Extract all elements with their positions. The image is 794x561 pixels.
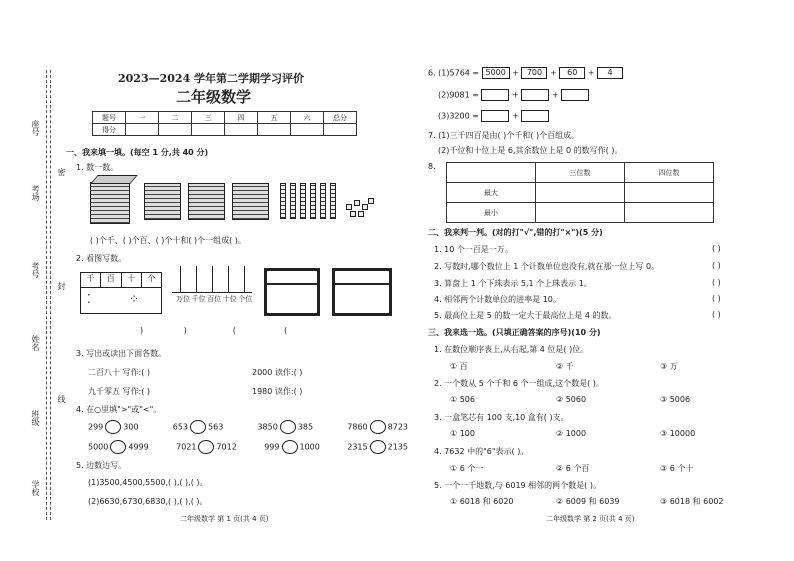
counter-abacus (172, 266, 252, 312)
q3-item[interactable]: 2000 读作:( ) (252, 368, 303, 377)
q7-line-1[interactable]: 7. (1)三千四百是由( )个千和( )个百组成。 (428, 131, 580, 140)
side-label-name: 姓名 (31, 335, 40, 351)
compare-left: 3850 (257, 422, 278, 432)
abacus-label: 十位 (222, 295, 237, 303)
score-input[interactable] (192, 124, 225, 136)
flat-100 (188, 183, 225, 220)
score-cell: 总分 (324, 112, 357, 124)
side-label-school: 学校 (31, 480, 40, 496)
choose-question[interactable]: 3. 一盒笔芯有 100 支,10 盒有( )支。 (434, 413, 569, 422)
judge-item: 5. 最高位上是 5 的数一定大于最高位上是 4 的数。 (434, 311, 617, 320)
q4-row-1 (88, 420, 408, 434)
choose-option: ② 5060 (556, 395, 587, 404)
rod-10 (280, 183, 286, 219)
choose-option: ① 6018 和 6020 (450, 497, 514, 506)
choose-option: ① 百 (450, 362, 468, 371)
unit-cube (350, 211, 356, 217)
compare-left: 5000 (88, 442, 109, 452)
compare-right: 1000 (299, 442, 320, 452)
rod-10 (310, 183, 316, 219)
compare-left: 7021 (176, 442, 197, 452)
choose-question[interactable]: 5. 一个一千地数,与 6019 相邻的两个数是( )。 (434, 481, 601, 490)
board-head: 个 (147, 274, 156, 283)
q1-label: 1. 数一数。 (76, 163, 119, 172)
board-head: 千 (81, 273, 101, 287)
choose-question[interactable]: 2. 一个数从 5 个千和 6 个一组成,这个数是( )。 (434, 379, 604, 388)
section-2-heading: 二、我来判一判。(对的打"√",错的打"×")(5 分) (428, 228, 603, 237)
compare-left: 999 (264, 442, 280, 452)
score-cell: 得分 (93, 124, 126, 136)
compare-circle[interactable] (190, 420, 206, 434)
q6-box[interactable]: 4 (597, 67, 623, 79)
q6-box[interactable]: 700 (521, 67, 547, 79)
unit-cube (354, 200, 360, 206)
score-cell: 题号 (93, 112, 126, 124)
score-cell: 五 (258, 112, 291, 124)
compare-left: 2315 (347, 442, 368, 452)
abacus-label: 个位 (238, 295, 253, 303)
compare-right: 2135 (387, 442, 408, 452)
q3-item[interactable]: 二百八十 写作:( ) (88, 368, 151, 377)
q5-item[interactable]: (1)3500,4500,5500,( ),( ),( )。 (88, 478, 208, 487)
score-input[interactable] (291, 124, 324, 136)
choose-option: ② 千 (556, 362, 574, 371)
board-head: 十 (122, 273, 142, 287)
score-cell: 三 (192, 112, 225, 124)
score-cell: 二 (159, 112, 192, 124)
choose-question[interactable]: 4. 7632 中的"6"表示( )。 (434, 447, 529, 456)
q3-item[interactable]: 九千零五 写作:( ) (88, 387, 151, 396)
exam-title: 2023—2024 学年第二学期学习评价 (118, 72, 305, 85)
choose-option: ① 506 (450, 395, 475, 404)
judge-item: 1. 10 个一百是一万。 (434, 245, 513, 254)
score-cell: 四 (225, 112, 258, 124)
q6-label: 6. (1)5764 = (428, 68, 480, 78)
compare-circle[interactable] (110, 440, 126, 454)
unit-cube (368, 198, 374, 204)
q7-line-2[interactable]: (2)千位和十位上是 6,其余数位上是 0 的数写作( )。 (438, 146, 623, 155)
choose-option: ① 100 (450, 429, 475, 438)
abacus-label: 百位 (207, 295, 222, 303)
score-cell: 一 (126, 112, 159, 124)
q6-box[interactable] (481, 110, 509, 122)
q6-row-3: (3)3200 = + (438, 110, 549, 122)
q8-label: 8. (428, 162, 436, 171)
side-label-class: 班级 (31, 410, 40, 426)
flat-100 (232, 183, 269, 220)
binding-line-2 (50, 70, 51, 520)
judge-paren[interactable]: ( ) (712, 294, 721, 303)
cube-top (90, 175, 138, 184)
compare-circle[interactable] (370, 420, 386, 434)
side-label-room: 考场 (31, 185, 40, 201)
q6-box[interactable] (561, 89, 589, 101)
q6-row-1: 6. (1)5764 = 5000 + 700 + 60 + 4 (428, 67, 623, 79)
q4-label: 4. 在○里填">"或"<"。 (76, 405, 162, 414)
compare-right: 8723 (387, 422, 408, 432)
q8-input[interactable] (536, 203, 625, 223)
compare-right: 563 (208, 422, 224, 432)
judge-paren[interactable]: ( ) (712, 310, 721, 319)
q8-input[interactable] (536, 183, 625, 203)
compare-right: 4999 (128, 442, 149, 452)
compare-left: 653 (172, 422, 189, 432)
q6-box[interactable] (521, 89, 549, 101)
rod-10 (290, 183, 296, 219)
score-input[interactable] (126, 124, 159, 136)
cube-1000 (90, 182, 130, 224)
abacus-label: 万位 (176, 295, 190, 303)
choose-option: ② 1000 (556, 429, 587, 438)
score-input[interactable] (225, 124, 258, 136)
judge-item: 2. 写数时,哪个数位上 1 个计数单位也没有,就在那一位上写 0。 (434, 262, 660, 271)
score-cell: 六 (291, 112, 324, 124)
q1-answer[interactable]: ( )个千、( )个百、( )个十和( )个一组成( )。 (90, 236, 246, 245)
abacus-2 (332, 268, 392, 316)
choose-option: ③ 万 (660, 362, 678, 371)
compare-right: 385 (297, 422, 314, 432)
side-label-seat: 座号 (31, 120, 40, 136)
compare-left: 7860 (347, 422, 368, 432)
compare-circle[interactable] (105, 420, 121, 434)
q6-box[interactable]: 5000 (482, 67, 510, 79)
q6-label: (3)3200 = (438, 111, 479, 121)
score-table (92, 111, 357, 136)
score-input[interactable] (159, 124, 192, 136)
exam-subtitle: 二年级数学 (176, 88, 252, 106)
side-label-id: 考号 (31, 262, 40, 278)
q8-input[interactable] (625, 183, 714, 203)
judge-paren[interactable]: ( ) (712, 278, 721, 287)
q2-label: 2. 看图写数。 (76, 254, 127, 263)
q8-cell (447, 163, 536, 183)
compare-circle[interactable] (280, 420, 296, 434)
section-1-heading: 一、我来填一填。(每空 1 分,共 40 分) (66, 148, 209, 157)
choose-option: ② 6 个百 (556, 464, 590, 473)
q6-box[interactable]: 60 (559, 67, 585, 79)
rod-10 (300, 183, 306, 219)
choose-option: ③ 5006 (660, 395, 691, 404)
compare-circle[interactable] (282, 440, 298, 454)
compare-circle[interactable] (370, 440, 386, 454)
abacus-label: 千位 (191, 295, 206, 303)
judge-paren[interactable]: ( ) (712, 261, 721, 270)
place-value-board: 千 百 十 个 ⁚ ⁘ (80, 272, 162, 314)
q5-item[interactable]: (2)6630,6730,6830,( ),( ),( )。 (88, 497, 208, 506)
choose-option: ③ 6018 和 6002 (660, 497, 724, 506)
seal-mark-3: 线 (57, 395, 66, 403)
choose-option: ② 6009 和 6039 (556, 497, 620, 506)
q5-label: 5. 边数边写。 (76, 461, 127, 470)
q4-row-2 (88, 440, 408, 454)
page-2-footer: 二年级数学 第 2 页(共 4 页) (546, 515, 635, 523)
compare-circle[interactable] (198, 440, 214, 454)
judge-item: 3. 算盘上 1 个下珠表示 5,1 个上珠表示 1。 (434, 279, 592, 288)
q8-row-label: 最小 (447, 203, 536, 223)
flat-100 (144, 183, 181, 220)
page-1-footer: 二年级数学 第 1 页(共 4 页) (180, 515, 269, 523)
choose-question[interactable]: 1. 在数位顺序表上,从右起,第 4 位是( )位。 (434, 345, 589, 354)
compare-right: 300 (123, 422, 139, 432)
q8-table (446, 162, 714, 223)
choose-option: ③ 6 个十 (660, 464, 694, 473)
binding-line (46, 70, 47, 520)
q8-cell: 四位数 (625, 163, 714, 183)
judge-paren[interactable]: ( ) (712, 244, 721, 253)
choose-option: ③ 10000 (660, 429, 696, 438)
unit-cube (362, 204, 368, 210)
rod-10 (320, 183, 326, 219)
unit-cube (346, 204, 352, 210)
choose-option: ① 6 个一 (450, 464, 484, 473)
judge-item: 4. 相邻两个计数单位的进率是 10。 (434, 295, 561, 304)
rod-10 (330, 183, 336, 219)
compare-right: 7012 (216, 442, 237, 452)
q6-row-2: (2)9081 = + + (438, 89, 589, 101)
score-input[interactable] (258, 124, 291, 136)
q6-box[interactable] (521, 110, 549, 122)
q3-item[interactable]: 1980 读作:( ) (252, 387, 303, 396)
unit-cube (358, 211, 364, 217)
section-3-heading: 三、我来选一选。(只填正确答案的序号)(10 分) (428, 328, 601, 337)
q3-label: 3. 写出或读出下面各数。 (76, 349, 167, 358)
compare-left: 299 (88, 422, 104, 432)
q6-label: (2)9081 = (438, 90, 479, 100)
abacus-1 (264, 268, 320, 316)
q8-cell: 三位数 (536, 163, 625, 183)
q6-box[interactable] (481, 89, 509, 101)
seal-mark-2: 封 (57, 282, 66, 290)
q8-row-label: 最大 (447, 183, 536, 203)
seal-mark-1: 密 (57, 168, 66, 176)
score-input[interactable] (324, 124, 357, 136)
q2-answer[interactable]: ) ) ( ( (140, 326, 288, 335)
q8-input[interactable] (625, 203, 714, 223)
board-head: 百 (101, 273, 121, 287)
